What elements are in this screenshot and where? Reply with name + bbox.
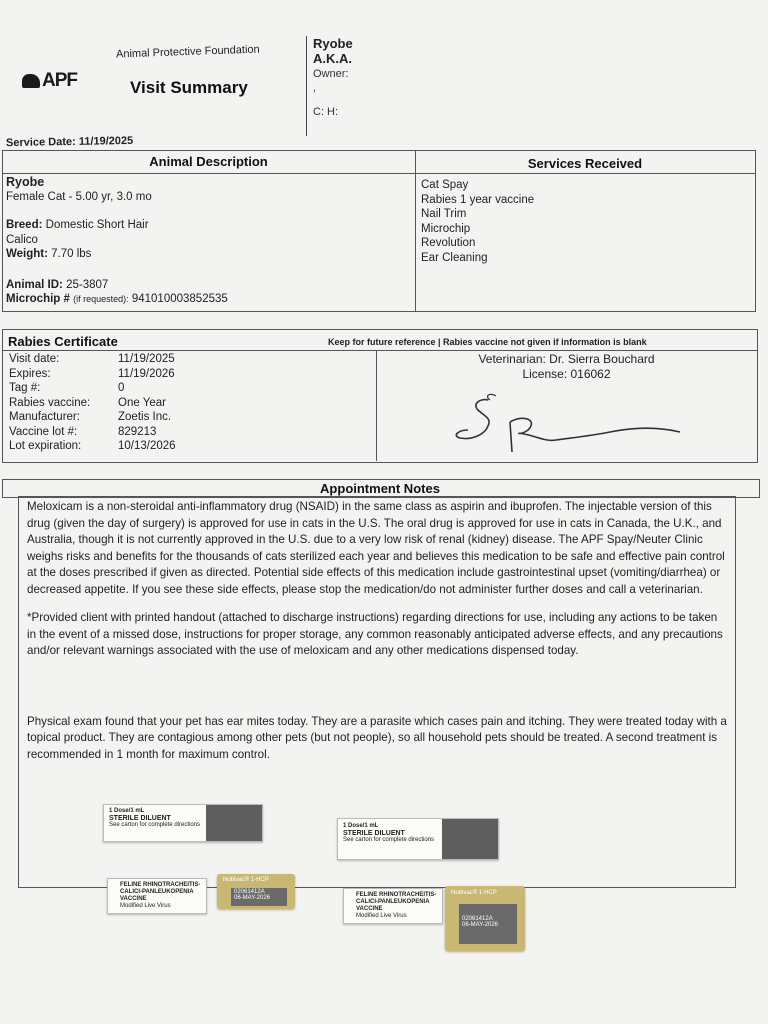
rabies-row-label: Visit date:: [9, 353, 60, 365]
license-number: License: 016062: [522, 366, 611, 381]
diluent-dose: 1 Dose/1 mL: [109, 808, 145, 814]
logo-text: APF: [42, 70, 77, 91]
sterile-diluent-label: [337, 818, 499, 860]
appointment-notes-header: Appointment Notes: [320, 481, 440, 496]
service-item: Cat Spay: [421, 179, 469, 191]
vaccine-label: [343, 888, 443, 924]
color-value: Calico: [6, 233, 38, 246]
nobivac-lot: 02061412A: [234, 889, 265, 895]
notes-paragraph: Physical exam found that your pet has ear mites today. They are a parasite which cases pain and itching. They were treated today with a topical product. They are contagious among other pets (but not people), so all household pets should be treated. A second treatment is recommended in 1 month for maximum control.: [27, 714, 727, 761]
animal-sex-age: Female Cat - 5.00 yr, 3.0 mo: [6, 190, 152, 203]
owner-value: ,: [313, 82, 317, 94]
owner-block: [313, 67, 348, 95]
diluent-note: See carton for complete directions: [343, 837, 435, 843]
animal-id-label: Animal ID:: [6, 278, 63, 291]
rabies-values: [118, 352, 176, 454]
breed-label: Breed:: [6, 219, 43, 231]
nobivac-label: [445, 886, 525, 951]
rabies-labels: [9, 352, 90, 454]
notes-paragraph: Meloxicam is a non-steroidal anti-inflammatory drug (NSAID) in the same class as aspirin and ibuprofen. The injectable version of this drug (given the day of surgery) is approved for use in cats in the U.S. The oral drug is approved for use in cats in Canada, the U.K., and Australia, though it is not currently approved in the U.S. due to a very low risk of renal (kidney) disease. The APF Spay/Neuter Clinic weighs risks and benefits for the thousands of cats sterilized each year and believes this medication to be safe and effective pain control at the doses prescribed if given as directed. Potential side effects of this medication include gastrointestinal upset (vomiting/diarrhea) or decreased appetite. If you see these side effects, please stop the medication/do not administer further doses and call a veterinarian.: [27, 500, 725, 596]
aka-label: A.K.A.: [313, 51, 352, 66]
rabies-row-value: 0: [118, 382, 125, 394]
diluent-lot-panel: [442, 819, 498, 859]
diluent-note: See carton for complete directions: [109, 822, 201, 828]
microchip-label: Microchip #: [6, 293, 70, 305]
vaccine-sub: Modified Live Virus: [356, 913, 407, 919]
veterinarian-signature: [440, 390, 700, 465]
nobivac-exp: 06-MAY-2026: [234, 895, 271, 901]
rabies-row-value: 11/19/2025: [118, 353, 175, 365]
service-item: Nail Trim: [421, 208, 467, 220]
vaccine-sub: Modified Live Virus: [120, 903, 171, 909]
nobivac-brand: Nobivac® 1-HCP: [223, 877, 269, 883]
rabies-row-value: Zoetis Inc.: [118, 411, 172, 423]
rabies-row-label: Rabies vaccine:: [9, 396, 91, 409]
animal-description-header: Animal Description: [149, 154, 268, 169]
nobivac-brand: Nobivac® 1-HCP: [451, 890, 497, 896]
weight-label: Weight:: [6, 248, 48, 260]
animal-id-value: 25-3807: [66, 278, 109, 291]
service-item: Revolution: [421, 237, 476, 249]
apf-logo: [22, 70, 77, 92]
owner-label: Owner:: [313, 68, 349, 80]
pet-name: Ryobe: [313, 36, 353, 51]
service-item: Microchip: [421, 222, 471, 235]
rabies-row-label: Tag #:: [9, 382, 41, 394]
veterinarian-name: Veterinarian: Dr. Sierra Bouchard: [478, 352, 655, 366]
services-list: [421, 178, 534, 265]
vaccine-label: [107, 878, 207, 914]
nobivac-exp: 06-MAY-2026: [462, 922, 499, 928]
nobivac-lot: 02061412A: [462, 916, 493, 922]
description-services-divider: [415, 150, 416, 311]
weight-value: 7.70 lbs: [51, 248, 92, 260]
diluent-name: STERILE DILUENT: [109, 815, 171, 822]
diluent-name: STERILE DILUENT: [343, 830, 405, 837]
header-divider: [306, 36, 307, 136]
rabies-certificate-header: Rabies Certificate: [8, 334, 118, 349]
rabies-row-label: Lot expiration:: [9, 440, 82, 452]
microchip-value: 941010003852535: [131, 293, 228, 305]
pet-name-header: [313, 36, 353, 66]
diluent-lot-panel: [206, 805, 262, 841]
cat-silhouette-icon: [22, 74, 40, 88]
notes-paragraph: *Provided client with printed handout (attached to discharge instructions) regarding directions for use, including any actions to be taken in the event of a missed dose, instructions for proper storage, any common reasonably anticipated adverse effects, and any precautions and/or relevant warnings associated with the use of meloxicam and any other medications dispensed today.: [27, 611, 723, 657]
vaccine-name: FELINE RHINOTRACHEITIS-CALICI-PANLEUKOPENIA VACCINE: [120, 882, 201, 902]
veterinarian-block: [377, 352, 756, 381]
rabies-row-value: One Year: [118, 396, 166, 409]
vaccine-name: FELINE RHINOTRACHEITIS-CALICI-PANLEUKOPENIA VACCINE: [356, 892, 437, 912]
service-item: Ear Cleaning: [421, 251, 488, 264]
contact-label: C: H:: [313, 106, 339, 118]
rabies-row-value: 10/13/2026: [118, 440, 176, 452]
organization-name: Animal Protective Foundation: [115, 43, 260, 61]
rabies-row-label: Vaccine lot #:: [9, 425, 78, 438]
microchip-note: (if requested):: [73, 294, 129, 304]
breed-value: Domestic Short Hair: [45, 219, 149, 231]
notes-body: [27, 499, 727, 775]
service-date: Service Date: 11/19/2025: [5, 134, 134, 150]
rabies-row-label: Manufacturer:: [9, 411, 80, 423]
services-received-header: Services Received: [527, 156, 643, 171]
diluent-dose: 1 Dose/1 mL: [343, 823, 379, 829]
rabies-row-label: Expires:: [9, 367, 51, 380]
rabies-row-value: 11/19/2026: [118, 367, 175, 380]
rabies-row-value: 829213: [118, 425, 157, 438]
rabies-header-rule: [2, 350, 757, 351]
animal-description-body: [6, 175, 228, 307]
description-header-rule: [2, 173, 755, 174]
rabies-note: Keep for future reference | Rabies vaccine not given if information is blank: [328, 337, 647, 347]
nobivac-label: [217, 874, 295, 909]
animal-name: Ryobe: [6, 175, 45, 189]
document-title: Visit Summary: [130, 78, 248, 97]
sterile-diluent-label: [103, 804, 263, 842]
service-item: Rabies 1 year vaccine: [421, 193, 535, 206]
